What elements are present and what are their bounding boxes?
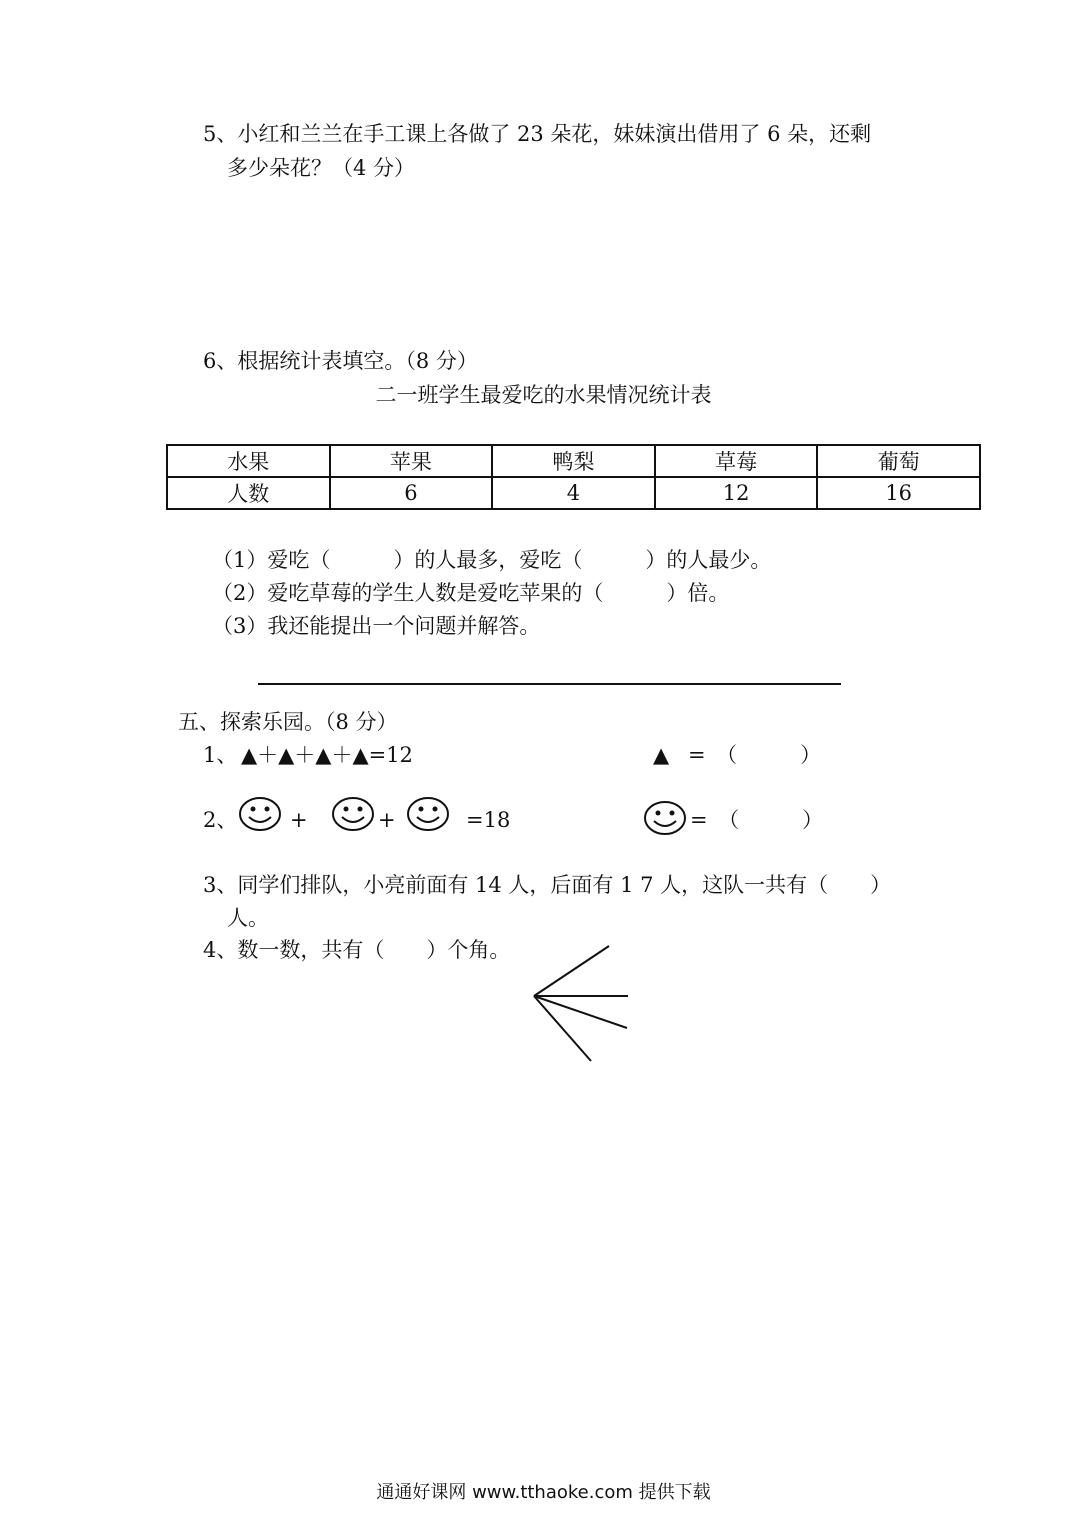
table-header-cell: 水果 bbox=[167, 445, 330, 477]
p3-line1: 3、同学们排队，小亮前面有 14 人，后面有 1 7 人，这队一共有（ ） bbox=[203, 873, 892, 897]
smiley-icon bbox=[331, 796, 375, 832]
triangle-icon: ▲ bbox=[653, 743, 670, 767]
p1-expression: ▲＋▲＋▲＋▲=12 bbox=[241, 743, 413, 767]
page-footer: 通通好课网 www.tthaoke.com 提供下载 bbox=[376, 1482, 711, 1503]
p3-line2: 人。 bbox=[227, 906, 269, 930]
plus-sign: + bbox=[290, 808, 308, 832]
table-row bbox=[167, 477, 980, 509]
table-cell: 4 bbox=[492, 477, 655, 509]
smiley-icon bbox=[406, 796, 450, 832]
table-cell: 6 bbox=[330, 477, 493, 509]
table-cell: 16 bbox=[817, 477, 980, 509]
q6-sub1: （1）爱吃（ ）的人最多，爱吃（ ）的人最少。 bbox=[212, 548, 772, 572]
smiley-icon bbox=[643, 800, 687, 836]
p2-answer: = （ ） bbox=[690, 808, 824, 832]
q5-line1: 5、小红和兰兰在手工课上各做了 23 朵花，妹妹演出借用了 6 朵，还剩 bbox=[203, 122, 872, 146]
table-row bbox=[167, 445, 980, 477]
table-cell: 12 bbox=[655, 477, 818, 509]
section5-title: 五、探索乐园。（8 分） bbox=[178, 710, 398, 734]
smiley-icon bbox=[238, 796, 282, 832]
p1-answer: = （ ） bbox=[688, 743, 822, 767]
q5-line2: 多少朵花？（4 分） bbox=[227, 156, 416, 180]
table-title: 二一班学生最爱吃的水果情况统计表 bbox=[375, 383, 712, 407]
fruit-stats-table bbox=[166, 444, 981, 510]
answer-line bbox=[258, 683, 841, 685]
q6-sub3: （3）我还能提出一个问题并解答。 bbox=[212, 614, 541, 638]
p2-result: =18 bbox=[466, 808, 511, 832]
plus-sign: + bbox=[378, 808, 396, 832]
p1-number: 1、 bbox=[203, 743, 238, 767]
table-header-cell: 鸭梨 bbox=[492, 445, 655, 477]
table-header-cell: 葡萄 bbox=[817, 445, 980, 477]
table-header-cell: 苹果 bbox=[330, 445, 493, 477]
q6-sub2: （2）爱吃草莓的学生人数是爱吃苹果的（ ）倍。 bbox=[212, 581, 730, 605]
table-cell: 人数 bbox=[167, 477, 330, 509]
angle-rays-figure bbox=[525, 940, 635, 1066]
p4-text: 4、数一数，共有（ ）个角。 bbox=[203, 938, 511, 962]
q6-title: 6、根据统计表填空。（8 分） bbox=[203, 349, 478, 373]
table-header-cell: 草莓 bbox=[655, 445, 818, 477]
p2-number: 2、 bbox=[203, 808, 238, 832]
